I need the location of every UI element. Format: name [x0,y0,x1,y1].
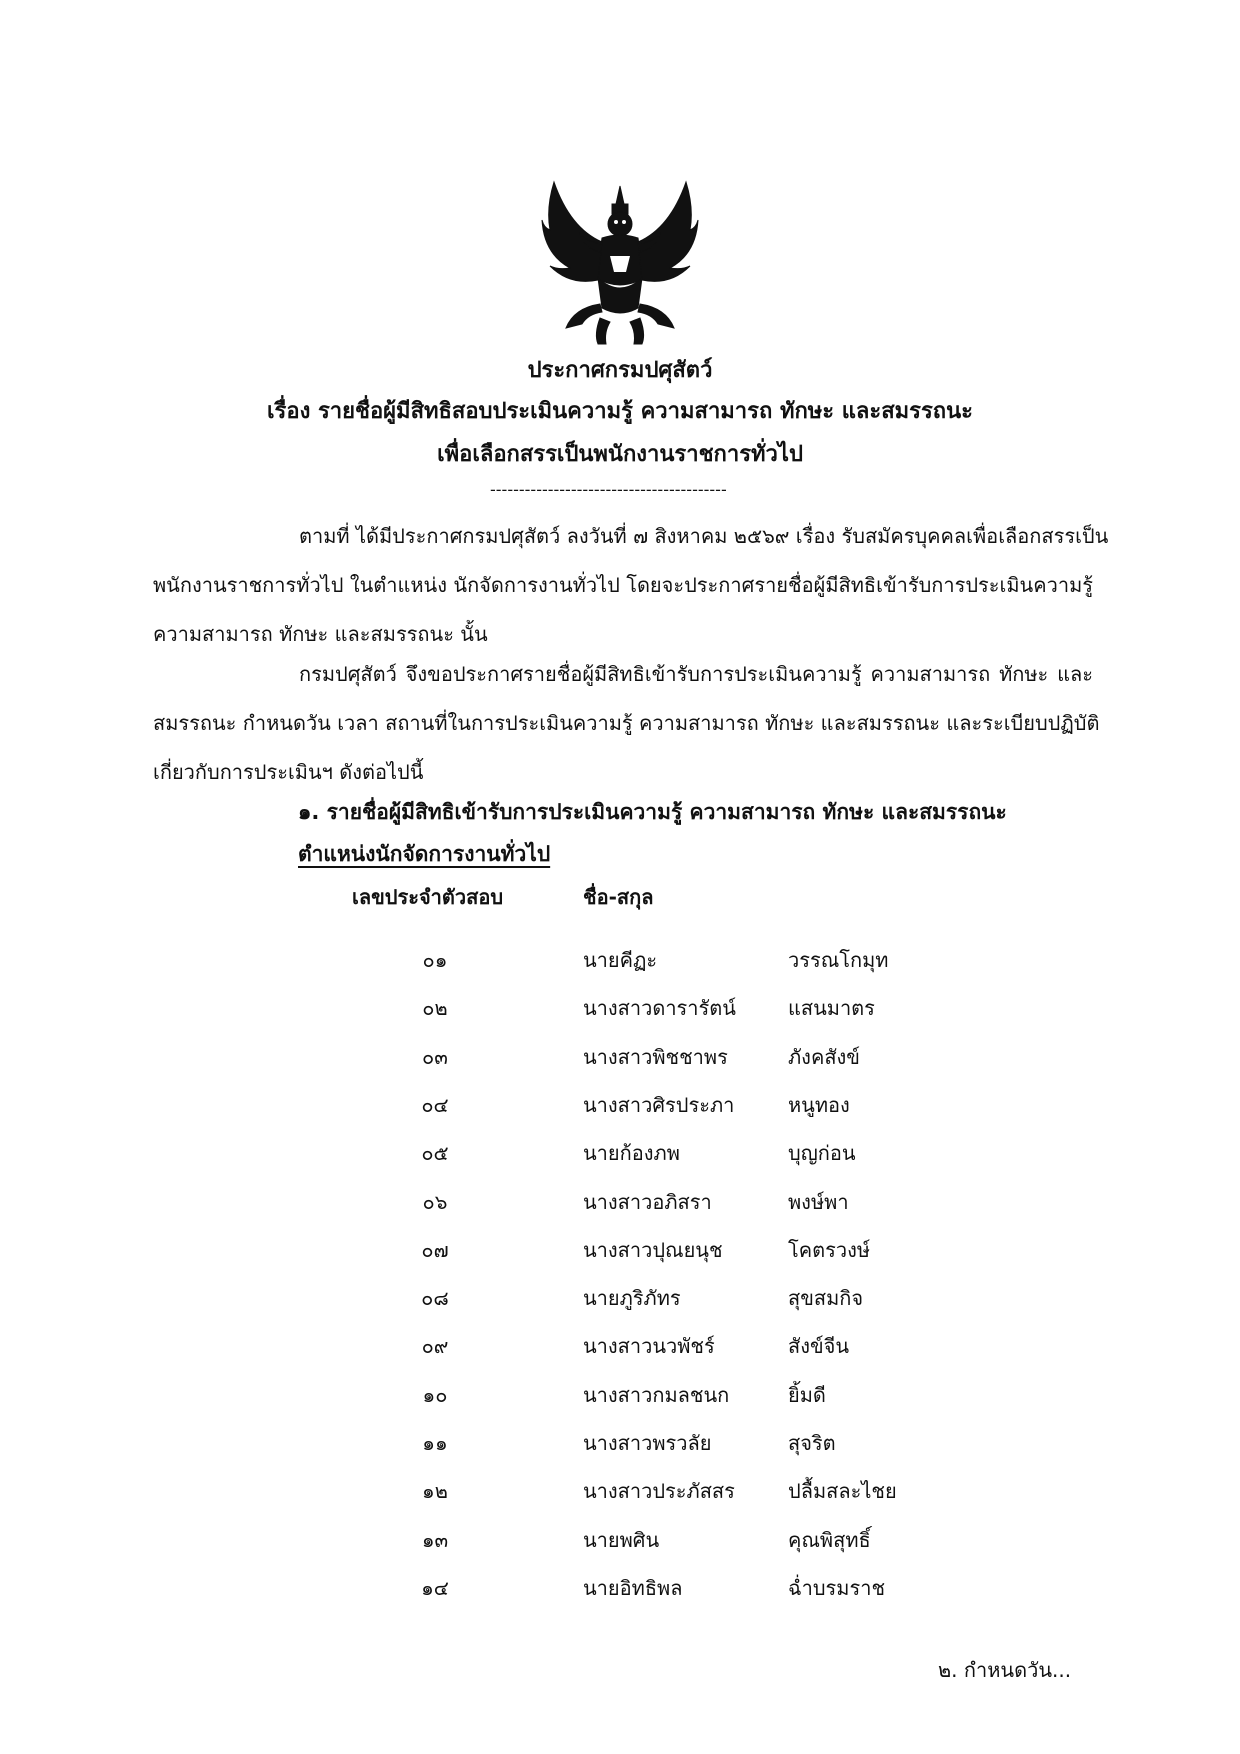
list-item [0,1041,1240,1077]
candidate-id: ๑๓ [421,1527,449,1552]
candidate-last-name: ปลื้มสละไชย [788,1479,897,1504]
candidate-first-name: นางสาวกมลชนก [583,1382,730,1407]
list-item [0,1089,1240,1125]
section-1-heading: ๑. รายชื่อผู้มีสิทธิเข้ารับการประเมินความรู้ ความสามารถ ทักษะ และสมรรถนะ [298,800,1007,824]
candidate-first-name: นายพศิน [583,1527,660,1552]
candidate-last-name: คุณพิสุทธิ์ [788,1527,871,1552]
candidate-id: ๑๒ [422,1479,448,1504]
candidate-id: ๐๙ [421,1334,449,1359]
paragraph-2-line-3: เกี่ยวกับการประเมินฯ ดังต่อไปนี้ [153,760,424,784]
candidate-id: ๐๖ [422,1189,448,1214]
list-item [0,1572,1240,1608]
candidate-first-name: นางสาวดารารัตน์ [583,996,736,1021]
candidate-id: ๐๕ [421,1141,449,1166]
candidate-id: ๐๗ [421,1237,449,1262]
candidate-last-name: ยิ้มดี [788,1382,826,1407]
column-header-id: เลขประจำตัวสอบ [352,885,504,909]
candidate-first-name: นายคีฏะ [583,948,658,972]
paragraph-2 [153,650,1100,797]
candidate-first-name: นางสาวพรวลัย [583,1431,712,1455]
candidate-first-name: นายภูริภัทร [583,1286,681,1311]
list-item [0,1524,1240,1560]
garuda-emblem-icon [540,168,700,346]
candidate-first-name: นางสาวนวพัชร์ [583,1334,715,1359]
candidate-last-name: วรรณโกมุท [788,948,889,972]
candidate-id: ๐๑ [422,948,448,972]
candidate-last-name: พงษ์พา [788,1189,849,1214]
candidate-last-name: หนูทอง [788,1092,850,1117]
subject-line-2: เพื่อเลือกสรรเป็นพนักงานราชการทั่วไป [437,442,803,467]
list-item [0,1282,1240,1318]
paragraph-2-line-1: กรมปศุสัตว์ จึงขอประกาศรายชื่อผู้มีสิทธิเข้ารับการประเมินความรู้ ความสามารถ ทักษะ และ [299,662,1093,686]
candidate-id: ๐๔ [421,1092,449,1117]
paragraph-1-line-1: ตามที่ ได้มีประกาศกรมปศุสัตว์ ลงวันที่ ๗ สิงหาคม ๒๕๖๙ เรื่อง รับสมัครบุคคลเพื่อเลือกสรรเป็น [299,524,1109,548]
paragraph-2-line-2: สมรรถนะ กำหนดวัน เวลา สถานที่ในการประเมินความรู้ ความสามารถ ทักษะ และสมรรถนะ และระเบียบปฏิบัติ [153,711,1100,735]
paragraph-1-line-3: ความสามารถ ทักษะ และสมรรถนะ นั้น [153,622,488,646]
candidate-last-name: สังข์จีน [788,1334,850,1359]
candidate-last-name: โคตรวงษ์ [788,1237,871,1262]
announcement-title: ประกาศกรมปศุสัตว์ [527,358,713,383]
candidate-last-name: สุจริต [788,1431,836,1455]
subject-line-1: เรื่อง รายชื่อผู้มีสิทธิสอบประเมินความรู้ ความสามารถ ทักษะ และสมรรถนะ [267,399,973,424]
paragraph-1 [153,512,1109,659]
candidate-first-name: นายอิทธิพล [583,1575,683,1600]
section-1-position: ตำแหน่งนักจัดการงานทั่วไป [298,842,551,866]
list-item [0,1379,1240,1415]
candidate-first-name: นางสาวพิชชาพร [583,1044,728,1069]
candidate-first-name: นางสาวปุณยนุช [583,1237,723,1262]
list-item [0,1137,1240,1173]
continuation-note: ๒. กำหนดวัน... [938,1658,1072,1682]
candidate-first-name: นายก้องภพ [583,1141,680,1166]
candidate-last-name: บุญก่อน [788,1141,856,1166]
list-item [0,1234,1240,1270]
list-item [0,1475,1240,1511]
candidate-id: ๐๓ [422,1044,448,1069]
candidate-first-name: นางสาวประภัสสร [583,1479,735,1504]
candidate-last-name: สุขสมกิจ [788,1286,864,1311]
candidate-last-name: แสนมาตร [788,996,875,1021]
candidate-id: ๑๐ [422,1382,448,1407]
candidate-id: ๐๘ [421,1286,449,1311]
list-item [0,1186,1240,1222]
paragraph-1-line-2: พนักงานราชการทั่วไป ในตำแหน่ง นักจัดการงานทั่วไป โดยจะประกาศรายชื่อผู้มีสิทธิเข้ารับการประเมินความรู้ [153,573,1093,597]
candidate-id: ๑๔ [421,1575,449,1600]
candidate-last-name: ภังคสังข์ [788,1044,860,1069]
candidate-id: ๑๑ [422,1431,448,1455]
divider: ----------------------------------------- [490,480,727,499]
list-item [0,1330,1240,1366]
candidate-last-name: ฉ่ำบรมราช [788,1575,886,1600]
list-item [0,944,1240,980]
column-header-name: ชื่อ-สกุล [583,885,654,909]
candidate-first-name: นางสาวอภิสรา [583,1189,712,1214]
list-item [0,1427,1240,1463]
list-item [0,992,1240,1028]
candidate-first-name: นางสาวศิรประภา [583,1092,735,1117]
candidate-id: ๐๒ [422,996,448,1021]
